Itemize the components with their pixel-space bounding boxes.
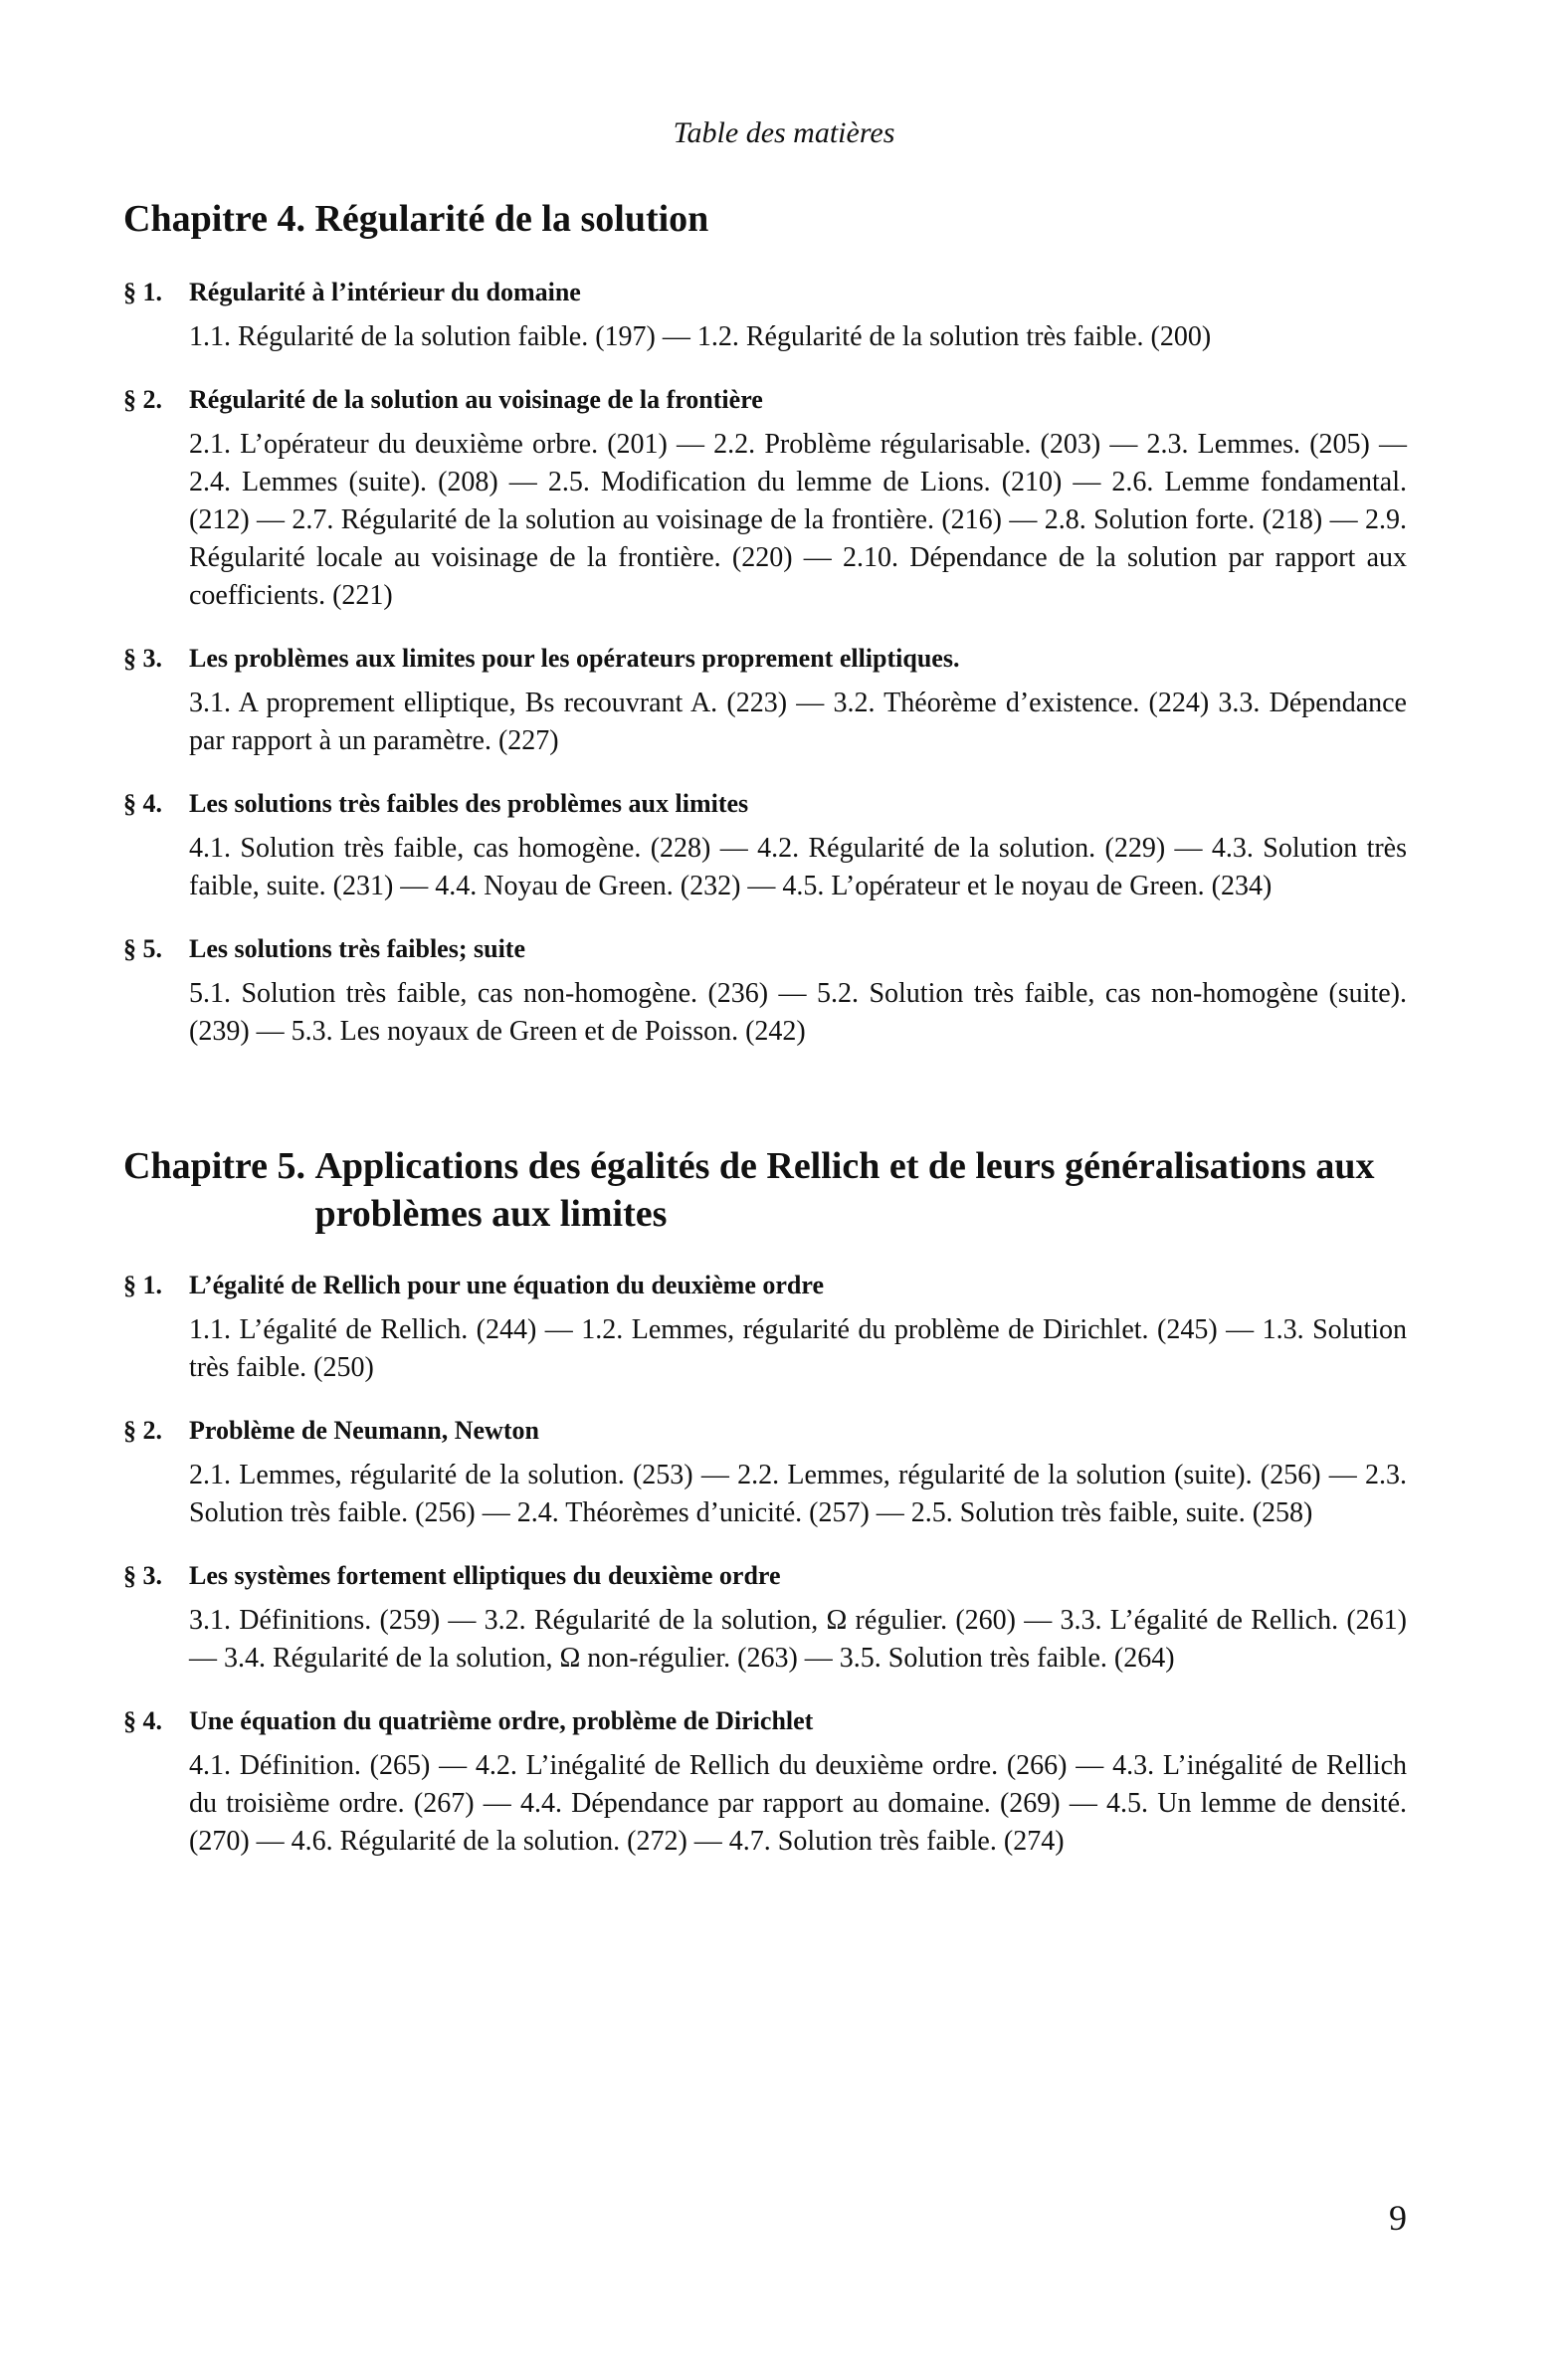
section-heading [123,380,1407,420]
section-title: Régularité à l’intérieur du domaine [189,278,581,306]
section-entries: 2.1. Lemmes, régularité de la solution. (253) — 2.2. Lemmes, régularité de la solution (suite). (256) — 2.3. Solution très faible. (256) — 2.4. Théorèmes d’unicité. (257) — 2.5. Solution très faible, suite. (258) [189,1460,1407,1528]
chapter-heading [123,1142,1407,1238]
chapter-label: Chapitre 4. [123,198,315,240]
section-number: § 1. [123,278,162,306]
section-number: § 2. [123,1416,162,1445]
toc-section [123,380,1407,615]
section-title: Les systèmes fortement elliptiques du deuxième ordre [189,1561,781,1590]
section-heading [123,1556,1407,1596]
toc-section [123,929,1407,1051]
section-heading [123,784,1407,824]
section-number: § 1. [123,1271,162,1299]
section-title: Régularité de la solution au voisinage de la frontière [189,385,763,414]
toc-section [123,1266,1407,1387]
section-number: § 4. [123,789,162,818]
section-title: L’égalité de Rellich pour une équation du deuxième ordre [189,1271,824,1299]
section-number: § 3. [123,1561,162,1590]
chapter-label: Chapitre 5. [123,1145,315,1187]
section-heading [123,273,1407,312]
section-number: § 5. [123,934,162,963]
chapter-heading [123,195,1407,243]
section-number: § 2. [123,385,162,414]
section-title: Les solutions très faibles; suite [189,934,525,963]
toc-section [123,273,1407,356]
running-head: Table des matières [673,116,895,149]
section-title: Les problèmes aux limites pour les opérateurs proprement elliptiques. [189,644,960,673]
section-entries: 1.1. L’égalité de Rellich. (244) — 1.2. Lemmes, régularité du problème de Dirichlet. (245) — 1.3. Solution très faible. (250) [189,1314,1407,1383]
section-entries: 3.1. Définitions. (259) — 3.2. Régularité de la solution, Ω régulier. (260) — 3.3. L’égalité de Rellich. (261) — 3.4. Régularité de la solution, Ω non-régulier. (263) — 3.5. Solution très faible. (264) [189,1605,1407,1674]
toc-section [123,639,1407,760]
page-number: 9 [1389,2198,1407,2238]
toc-section [123,1701,1407,1861]
chapter-title: Applications des égalités de Rellich et de leurs généralisations aux problèmes aux limites [314,1145,1375,1235]
section-number: § 4. [123,1706,162,1735]
chapter-title: Régularité de la solution [314,198,709,240]
section-entries: 3.1. A proprement elliptique, Bs recouvrant A. (223) — 3.2. Théorème d’existence. (224) 3.3. Dépendance par rapport à un paramètre. (227) [189,688,1407,756]
section-title: Une équation du quatrième ordre, problème de Dirichlet [189,1706,814,1735]
section-entries: 4.1. Définition. (265) — 4.2. L’inégalité de Rellich du deuxième ordre. (266) — 4.3. L’inégalité de Rellich du troisième ordre. (267) — 4.4. Dépendance par rapport au domaine. (269) — 4.5. Un lemme de densité. (270) — 4.6. Régularité de la solution. (272) — 4.7. Solution très faible. (274) [189,1750,1407,1857]
toc-section [123,1556,1407,1678]
toc-section [123,784,1407,905]
table-of-contents [123,195,1407,1884]
section-entries: 1.1. Régularité de la solution faible. (197) — 1.2. Régularité de la solution très faible. (200) [189,321,1212,352]
section-heading [123,929,1407,969]
section-entries: 4.1. Solution très faible, cas homogène. (228) — 4.2. Régularité de la solution. (229) — 4.3. Solution très faible, suite. (231) — 4.4. Noyau de Green. (232) — 4.5. L’opérateur et le noyau de Green. (234) [189,833,1407,901]
section-number: § 3. [123,644,162,673]
section-title: Problème de Neumann, Newton [189,1416,539,1445]
toc-section [123,1411,1407,1532]
section-heading [123,1701,1407,1741]
section-title: Les solutions très faibles des problèmes aux limites [189,789,749,818]
section-entries: 2.1. L’opérateur du deuxième orbre. (201) — 2.2. Problème régularisable. (203) — 2.3. Lemmes. (205) — 2.4. Lemmes (suite). (208) — 2.5. Modification du lemme de Lions. (210) — 2.6. Lemme fondamental. (212) — 2.7. Régularité de la solution au voisinage de la frontière. (216) — 2.8. Solution forte. (218) — 2.9. Régularité locale au voisinage de la frontière. (220) — 2.10. Dépendance de la solution par rapport aux coefficients. (221) [189,429,1407,611]
section-heading [123,639,1407,679]
section-heading [123,1411,1407,1451]
section-entries: 5.1. Solution très faible, cas non-homogène. (236) — 5.2. Solution très faible, cas non-homogène (suite). (239) — 5.3. Les noyaux de Green et de Poisson. (242) [189,978,1407,1047]
section-heading [123,1266,1407,1305]
